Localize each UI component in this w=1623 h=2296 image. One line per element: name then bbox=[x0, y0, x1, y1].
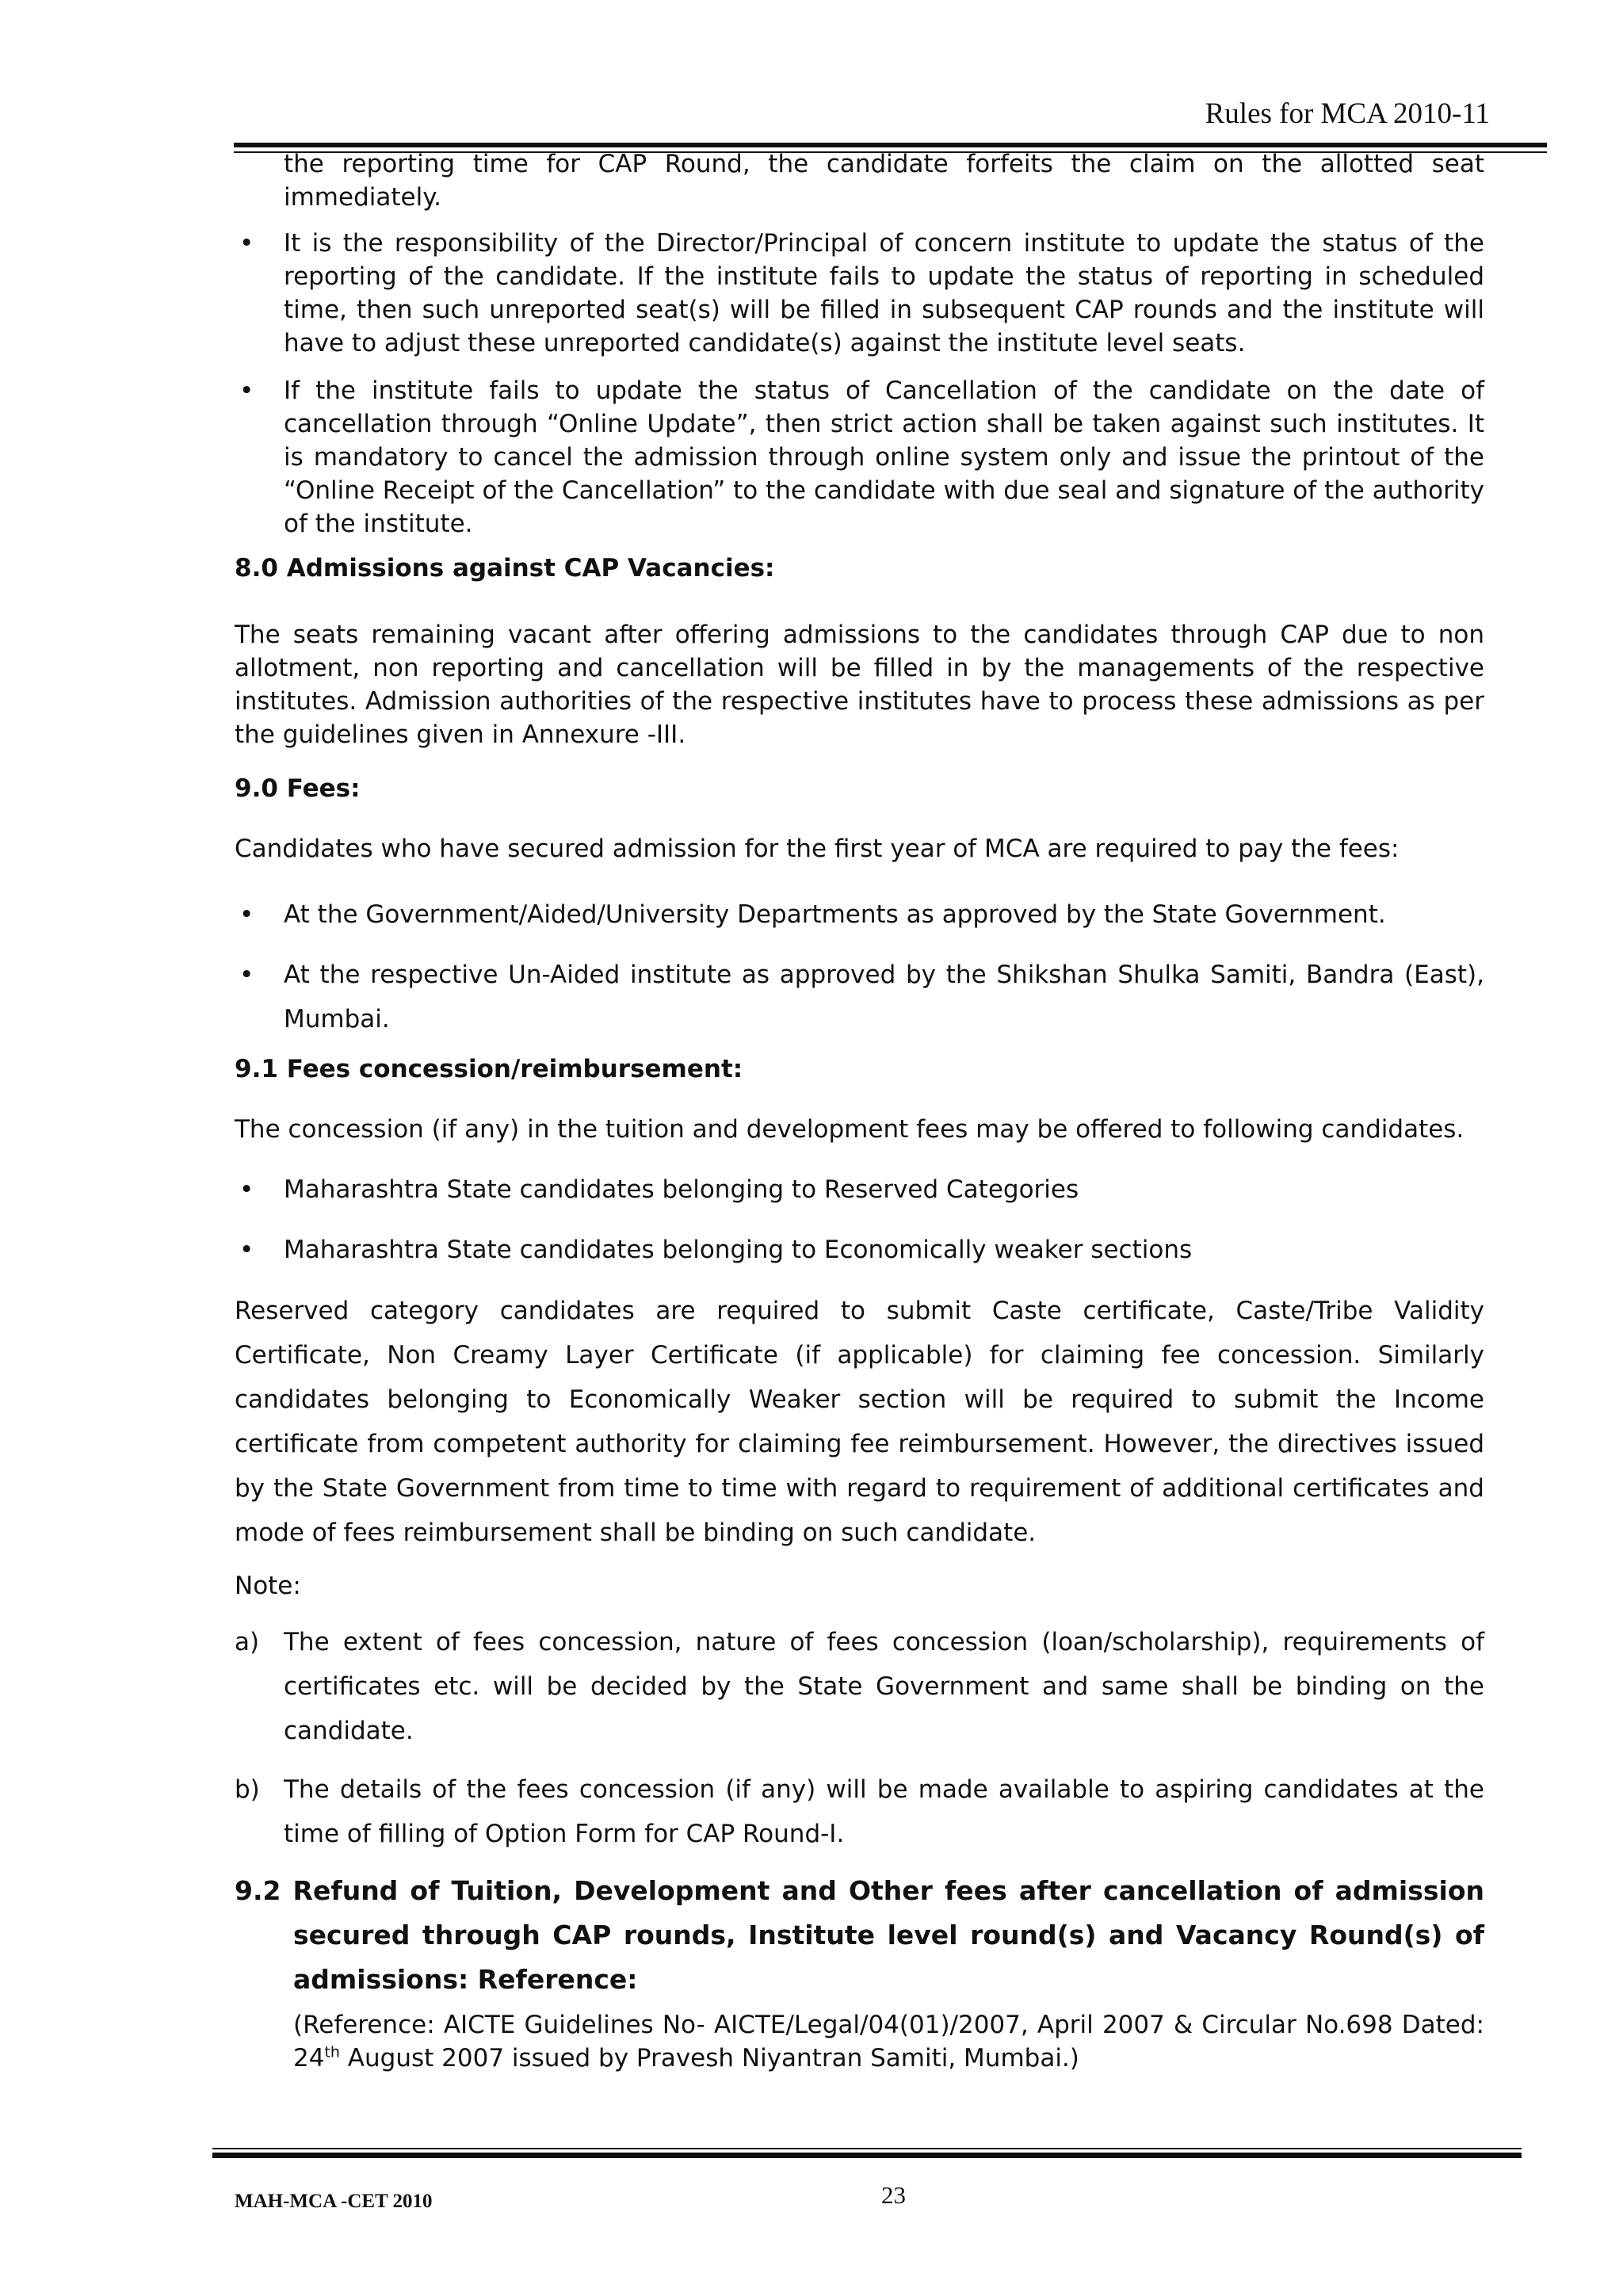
footer-exam-title: MAH-MCA -CET 2010 bbox=[235, 2191, 433, 2212]
section-9-intro: Candidates who have secured admission for the first year of MCA are required to pay the fees: bbox=[235, 835, 1400, 863]
list-item: • If the institute fails to update the status of Cancellation of the candidate on the date of cancellation through “Online Update”, then strict action shall be taken against such institutes. It is mandatory to cancel the admission through online system only and issue the printout of the “Online Receipt of the Cancellation” to the candidate with due seal and signature of the authority of the institute. bbox=[235, 374, 1484, 541]
section-9-2-heading: 9.2 Refund of Tuition, Development and Other fees after cancellation of admission secured through CAP rounds, Institute level round(s) and Vacancy Round(s) of admissions: Reference: bbox=[235, 1875, 1484, 1995]
list-item: • It is the responsibility of the Director/Principal of concern institute to update the status of the reporting of the candidate. If the institute fails to update the status of reporting in scheduled time, then such unreported seat(s) will be filled in subsequent CAP rounds and the institute will have to adjust these unreported candidate(s) against the institute level seats. bbox=[235, 227, 1484, 360]
section-9-1-heading: 9.1 Fees concession/reimbursement: bbox=[235, 1055, 743, 1083]
reference-superscript: th bbox=[324, 2043, 340, 2061]
running-header: Rules for MCA 2010-11 bbox=[1205, 97, 1490, 130]
list-marker: a) bbox=[235, 1628, 260, 1656]
reference-text-end: August 2007 issued by Pravesh Niyantran Samiti, Mumbai.) bbox=[339, 2044, 1079, 2073]
list-item: • Maharashtra State candidates belonging to Reserved Categories bbox=[235, 1173, 1484, 1206]
note-label: Note: bbox=[235, 1572, 301, 1600]
notes-list bbox=[235, 1620, 1484, 1856]
footer-rule-thin bbox=[212, 2148, 1522, 2149]
section-9-1-bullet-list bbox=[235, 1173, 1484, 1266]
section-9-2-reference bbox=[235, 2008, 1484, 2075]
section-9-1-intro: The concession (if any) in the tuition and development fees may be offered to following candidates. bbox=[235, 1115, 1465, 1144]
list-item bbox=[235, 1620, 1484, 1753]
section-8-body: The seats remaining vacant after offering admissions to the candidates through CAP due to non allotment, non reporting and cancellation will be filled in by the managements of the respective institutes. Admission authorities of the respective institutes have to process these admissions as per the guidelines given in Annexure -III. bbox=[235, 621, 1484, 749]
note-text: The details of the fees concession (if any) will be made available to aspiring candidates at the time of filling of Option Form for CAP Round-I. bbox=[284, 1775, 1484, 1848]
list-item: • At the Government/Aided/University Departments as approved by the State Government. bbox=[235, 892, 1484, 937]
section-9-heading: 9.0 Fees: bbox=[235, 774, 361, 803]
page-body bbox=[235, 147, 1484, 2075]
list-item bbox=[235, 1767, 1484, 1856]
list-item: • At the respective Un-Aided institute as approved by the Shikshan Shulka Samiti, Bandra (East), Mumbai. bbox=[235, 953, 1484, 1041]
list-item: • Maharashtra State candidates belonging to Economically weaker sections bbox=[235, 1233, 1484, 1266]
section-9-1-body: Reserved category candidates are required to submit Caste certificate, Caste/Tribe Validity Certificate, Non Creamy Layer Certificate (if applicable) for claiming fee concession. Similarly candidates belonging to Economically Weaker section will be required to submit the Income certificate from competent authority for claiming fee reimbursement. However, the directives issued by the State Government from time to time with regard to requirement of additional certificates and mode of fees reimbursement shall be binding on such candidate. bbox=[235, 1297, 1484, 1547]
intro-continued-text: the reporting time for CAP Round, the candidate forfeits the claim on the allotted seat immediately. bbox=[284, 150, 1484, 212]
section-8-heading: 8.0 Admissions against CAP Vacancies: bbox=[235, 554, 775, 583]
footer-rule-thick bbox=[212, 2153, 1522, 2158]
reference-text-start: (Reference: AICTE Guidelines No- AICTE/Legal/04(01)/2007, April 2007 & Circular No.698 Dated: 24 bbox=[293, 2011, 1484, 2073]
top-bullet-list bbox=[235, 227, 1484, 541]
list-marker: b) bbox=[235, 1775, 260, 1804]
section-9-bullet-list bbox=[235, 892, 1484, 1041]
note-text: The extent of fees concession, nature of fees concession (loan/scholarship), requirements of certificates etc. will be decided by the State Government and same shall be binding on the candidate. bbox=[284, 1628, 1484, 1745]
page-number: 23 bbox=[881, 2181, 906, 2209]
